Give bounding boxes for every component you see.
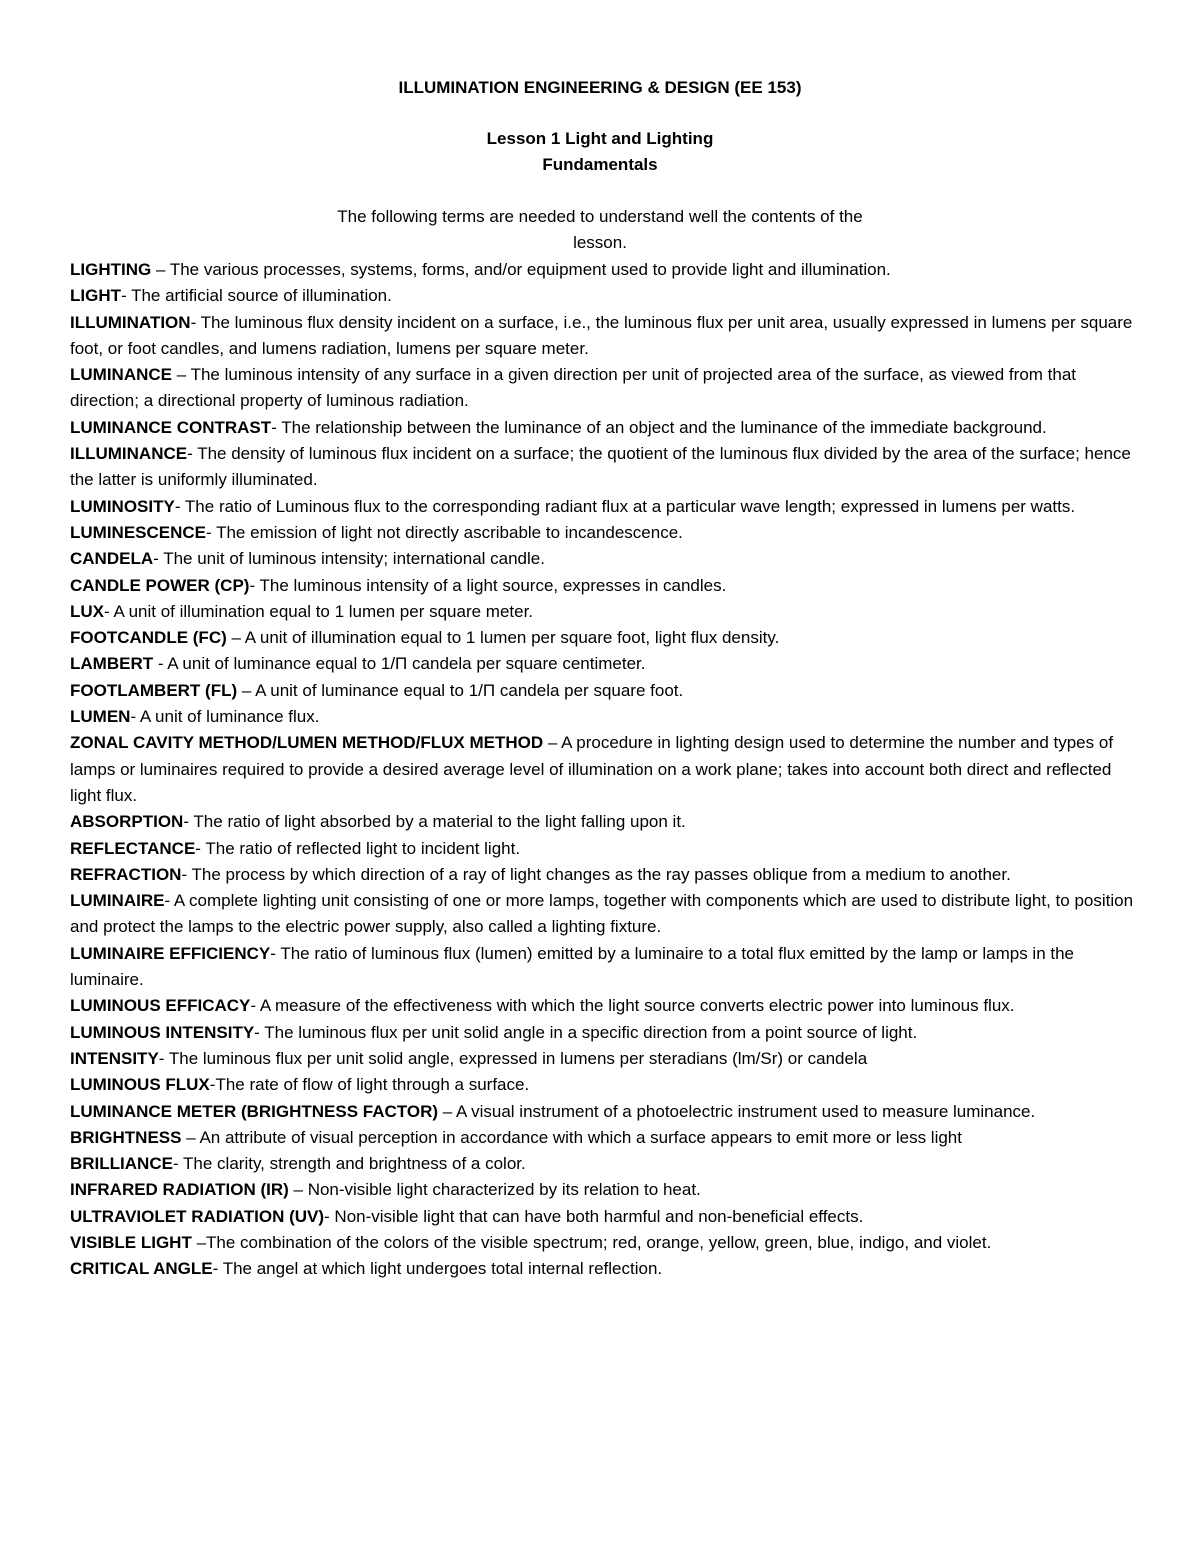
glossary-term: CANDELA — [70, 549, 154, 569]
glossary-term: CRITICAL ANGLE — [70, 1259, 213, 1279]
lesson-heading — [0, 126, 1200, 178]
intro-line-2: lesson. — [573, 233, 627, 252]
glossary-term: ABSORPTION — [70, 812, 184, 832]
glossary-term: LUMEN — [70, 707, 131, 727]
glossary-definition: The relationship between the luminance of an object and the luminance of the immediate background. — [281, 417, 1047, 437]
glossary-term: ILLUMINANCE — [70, 444, 188, 464]
glossary-entry — [70, 573, 1140, 599]
glossary-term: BRIGHTNESS — [70, 1127, 182, 1147]
glossary-entry — [70, 1046, 1140, 1072]
glossary-term: LUMINOUS FLUX — [70, 1075, 210, 1095]
glossary-definition: The ratio of Luminous flux to the corresponding radiant flux at a particular wave length; expressed in lumens per watts. — [184, 496, 1076, 516]
glossary-entry — [70, 441, 1140, 494]
glossary-separator: - — [206, 522, 217, 542]
glossary-term: INFRARED RADIATION (IR) — [70, 1180, 289, 1200]
glossary-separator: - — [271, 417, 282, 437]
glossary-term: LUMINANCE METER (BRIGHTNESS FACTOR) — [70, 1101, 439, 1121]
glossary-entry — [70, 1151, 1140, 1177]
intro-paragraph — [0, 204, 1200, 256]
glossary-definition: The luminous flux per unit solid angle, expressed in lumens per steradians (lm/Sr) or candela — [168, 1048, 868, 1068]
glossary-definition: The artificial source of illumination. — [131, 286, 392, 306]
glossary-definition: A unit of illumination equal to 1 lumen per square foot, light flux density. — [244, 628, 780, 648]
glossary-term: LUMINAIRE EFFICIENCY — [70, 943, 271, 963]
glossary-entry — [70, 1177, 1140, 1203]
glossary-separator: - — [121, 286, 132, 306]
glossary-entry — [70, 283, 1140, 309]
glossary-separator: - — [153, 654, 168, 674]
glossary-entry — [70, 362, 1140, 415]
glossary-separator: - — [270, 943, 281, 963]
glossary-separator: – — [151, 260, 170, 279]
glossary-definition: A unit of luminance flux. — [139, 707, 320, 727]
glossary-entry — [70, 494, 1140, 520]
glossary-separator: – — [237, 680, 256, 700]
glossary-entry — [70, 520, 1140, 546]
glossary-entry — [70, 1125, 1140, 1151]
glossary-definition: The unit of luminous intensity; international candle. — [163, 549, 545, 569]
glossary-term: LUMINANCE — [70, 365, 172, 385]
glossary-entry — [70, 599, 1140, 625]
glossary-separator: - — [172, 1154, 184, 1174]
glossary-separator: - — [250, 996, 260, 1016]
glossary-entry — [70, 415, 1140, 441]
glossary-list — [70, 257, 1140, 1283]
glossary-separator: - — [212, 1259, 223, 1279]
glossary-definition: A complete lighting unit consisting of one or more lamps, together with components which are used to distribute light, to position and protect the lamps to the electric power supply, also called a lighting fixture. — [70, 891, 1134, 937]
glossary-separator: - — [104, 601, 114, 621]
glossary-separator: - — [324, 1206, 335, 1226]
glossary-definition: The ratio of reflected light to incident light. — [205, 838, 521, 858]
glossary-term: LUMINANCE CONTRAST — [70, 417, 272, 437]
glossary-entry — [70, 730, 1140, 809]
glossary-entry — [70, 1204, 1140, 1230]
glossary-term: ULTRAVIOLET RADIATION (UV) — [70, 1206, 325, 1226]
glossary-entry — [70, 836, 1140, 862]
glossary-entry — [70, 1020, 1140, 1046]
glossary-definition: The emission of light not directly ascribable to incandescence. — [216, 522, 683, 542]
glossary-term: LUMINOUS INTENSITY — [70, 1022, 255, 1042]
lesson-subtitle: Fundamentals — [542, 155, 658, 174]
glossary-definition: A measure of the effectiveness with which the light source converts electric power into luminous flux. — [259, 996, 1015, 1016]
glossary-definition: The luminous intensity of a light source, expresses in candles. — [259, 575, 727, 595]
glossary-definition: A procedure in lighting design used to determine the number and types of lamps or luminaires required to provide a desired average level of illumination on a work plane; takes into account both direct and reflected light flux. — [70, 733, 1114, 805]
glossary-separator: – — [191, 1232, 207, 1252]
glossary-term: LUMINOUS EFFICACY — [70, 996, 251, 1016]
glossary-definition: The combination of the colors of the visible spectrum; red, orange, yellow, green, blue, indigo, and violet. — [206, 1232, 992, 1252]
glossary-term: LUX — [70, 601, 104, 621]
glossary-entry — [70, 1072, 1140, 1098]
glossary-entry — [70, 546, 1140, 572]
glossary-separator: - — [158, 1048, 169, 1068]
glossary-separator: - — [130, 707, 140, 727]
glossary-separator: – — [288, 1180, 308, 1200]
glossary-separator: - — [190, 312, 201, 332]
glossary-entry — [70, 941, 1140, 994]
glossary-separator: - — [183, 812, 194, 832]
glossary-definition: Non-visible light that can have both harmful and non-beneficial effects. — [334, 1206, 864, 1226]
glossary-separator: - — [254, 1022, 265, 1042]
glossary-definition: The clarity, strength and brightness of a color. — [183, 1154, 526, 1174]
glossary-definition: Non-visible light characterized by its relation to heat. — [307, 1180, 701, 1200]
glossary-separator: – — [543, 733, 562, 753]
glossary-separator: - — [195, 838, 206, 858]
glossary-term: ZONAL CAVITY METHOD/LUMEN METHOD/FLUX METHOD — [70, 733, 544, 753]
glossary-separator: - — [174, 496, 185, 516]
glossary-term: INTENSITY — [70, 1048, 159, 1068]
glossary-term: REFLECTANCE — [70, 838, 196, 858]
glossary-definition: A unit of luminance equal to 1/Π candela per square centimeter. — [167, 654, 646, 674]
lesson-title: Lesson 1 Light and Lighting — [486, 129, 714, 148]
glossary-term: LUMINAIRE — [70, 891, 165, 911]
glossary-definition: An attribute of visual perception in accordance with which a surface appears to emit more or less light — [199, 1127, 962, 1147]
glossary-separator: – — [181, 1127, 200, 1147]
glossary-entry — [70, 310, 1140, 363]
glossary-definition: A unit of luminance equal to 1/Π candela per square foot. — [255, 680, 684, 700]
glossary-separator: - — [187, 444, 198, 464]
glossary-term: LIGHT — [70, 286, 121, 306]
glossary-entry — [70, 651, 1140, 677]
glossary-entry — [70, 678, 1140, 704]
glossary-definition: The angel at which light undergoes total internal reflection. — [222, 1259, 663, 1279]
glossary-term: VISIBLE LIGHT — [70, 1232, 192, 1252]
glossary-entry — [70, 625, 1140, 651]
glossary-term: LUMINOSITY — [70, 496, 175, 516]
glossary-separator: – — [172, 365, 191, 385]
glossary-definition: A visual instrument of a photoelectric instrument used to measure luminance. — [455, 1101, 1036, 1121]
glossary-entry — [70, 993, 1140, 1019]
glossary-definition: The ratio of luminous flux (lumen) emitted by a luminaire to a total flux emitted by the lamp or lamps in the luminaire. — [70, 943, 1075, 990]
glossary-definition: The rate of flow of light through a surface. — [215, 1075, 530, 1095]
glossary-term: LUMINESCENCE — [70, 522, 207, 542]
glossary-separator: - — [209, 1075, 216, 1095]
glossary-term: BRILLIANCE — [70, 1154, 173, 1174]
glossary-separator: - — [164, 891, 174, 911]
glossary-entry — [70, 1256, 1140, 1282]
glossary-separator: - — [153, 549, 164, 569]
glossary-entry — [70, 888, 1140, 941]
glossary-separator: – — [438, 1101, 456, 1121]
glossary-entry — [70, 1230, 1140, 1256]
glossary-separator: - — [181, 864, 192, 884]
glossary-entry — [70, 862, 1140, 888]
glossary-entry — [70, 809, 1140, 835]
glossary-term: FOOTCANDLE (FC) — [70, 628, 227, 648]
glossary-entry — [70, 1099, 1140, 1125]
document-title: ILLUMINATION ENGINEERING & DESIGN (EE 153) — [398, 78, 802, 97]
glossary-entry — [70, 704, 1140, 730]
glossary-definition: The various processes, systems, forms, and/or equipment used to provide light and illumination. — [169, 260, 891, 279]
glossary-definition: The luminous flux density incident on a surface, i.e., the luminous flux per unit area, usually expressed in lumens per square foot, or foot candles, and lumens radiation, lumens per square meter. — [70, 312, 1133, 358]
glossary-term: FOOTLAMBERT (FL) — [70, 680, 238, 700]
glossary-separator: – — [226, 628, 245, 648]
glossary-definition: The ratio of light absorbed by a material to the light falling upon it. — [193, 812, 686, 832]
glossary-entry — [70, 257, 1140, 283]
glossary-definition: The luminous intensity of any surface in a given direction per unit of projected area of the surface, as viewed from that direction; a directional property of luminous radiation. — [70, 365, 1077, 411]
glossary-term: REFRACTION — [70, 864, 182, 884]
glossary-definition: The density of luminous flux incident on a surface; the quotient of the luminous flux divided by the area of the surface; hence the latter is uniformly illuminated. — [70, 444, 1131, 490]
glossary-separator: - — [249, 575, 260, 595]
glossary-term: ILLUMINATION — [70, 312, 191, 332]
glossary-definition: The process by which direction of a ray of light changes as the ray passes oblique from a medium to another. — [191, 864, 1011, 884]
glossary-definition: A unit of illumination equal to 1 lumen per square meter. — [113, 601, 534, 621]
glossary-definition: The luminous flux per unit solid angle in a specific direction from a point source of light. — [264, 1022, 918, 1042]
intro-line-1: The following terms are needed to understand well the contents of the — [337, 207, 863, 226]
glossary-term: LAMBERT — [70, 654, 154, 674]
glossary-term: CANDLE POWER (CP) — [70, 575, 250, 595]
glossary-term: LIGHTING — [70, 260, 152, 279]
